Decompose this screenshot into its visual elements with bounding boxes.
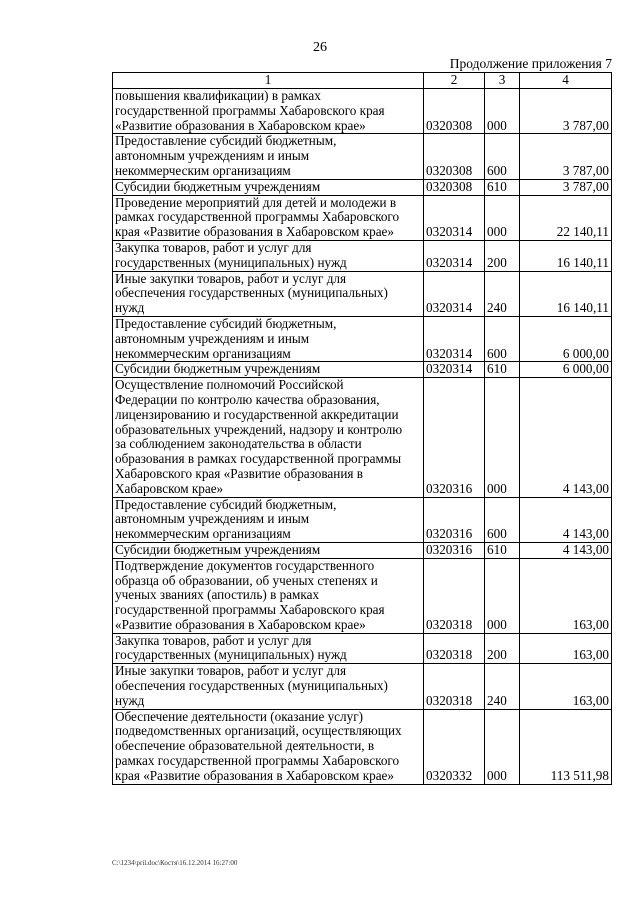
description-line: государственной программы Хабаровского края xyxy=(115,102,385,118)
row-expense-kind: 200 xyxy=(485,633,520,664)
description-line: Предоставление субсидий бюджетным, xyxy=(115,133,337,149)
row-amount: 16 140,11 xyxy=(520,240,612,271)
row-target-code: 0320308 xyxy=(424,89,485,134)
table-row xyxy=(113,316,612,361)
row-expense-kind: 600 xyxy=(485,134,520,179)
table-row xyxy=(113,195,612,240)
row-amount: 16 140,11 xyxy=(520,271,612,316)
table-row xyxy=(113,89,612,134)
description-line: ученых званиях (апостиль) в рамках xyxy=(115,587,320,603)
row-target-code: 0320332 xyxy=(424,709,485,784)
row-description xyxy=(113,362,424,378)
row-description xyxy=(113,271,424,316)
row-description xyxy=(113,497,424,542)
description-line: Закупка товаров, работ и услуг для xyxy=(115,239,312,255)
table-row xyxy=(113,271,612,316)
description-line: некоммерческим организациям xyxy=(115,345,291,361)
row-expense-kind: 000 xyxy=(485,89,520,134)
description-line: Проведение мероприятий для детей и молодежи в xyxy=(115,194,397,210)
table-row xyxy=(113,709,612,784)
row-amount: 4 143,00 xyxy=(520,378,612,497)
row-description xyxy=(113,316,424,361)
row-amount: 163,00 xyxy=(520,558,612,633)
row-target-code: 0320314 xyxy=(424,362,485,378)
row-expense-kind: 610 xyxy=(485,362,520,378)
description-line: Субсидии бюджетным учреждениям xyxy=(115,361,321,377)
row-amount: 4 143,00 xyxy=(520,542,612,558)
row-description xyxy=(113,89,424,134)
row-expense-kind: 000 xyxy=(485,709,520,784)
description-line: государственных (муниципальных) нужд xyxy=(115,254,347,270)
header-col-2: 2 xyxy=(424,73,485,89)
description-line: Субсидии бюджетным учреждениям xyxy=(115,178,321,194)
table-header-row xyxy=(113,73,612,89)
description-line: за соблюдением законодательства в области xyxy=(115,436,362,452)
description-line: Подтверждение документов государственного xyxy=(115,557,375,573)
row-amount: 3 787,00 xyxy=(520,179,612,195)
row-amount: 4 143,00 xyxy=(520,497,612,542)
description-line: обеспечения государственных (муниципальных) xyxy=(115,678,388,694)
row-expense-kind: 610 xyxy=(485,542,520,558)
row-expense-kind: 200 xyxy=(485,240,520,271)
row-target-code: 0320314 xyxy=(424,271,485,316)
row-expense-kind: 240 xyxy=(485,271,520,316)
description-line: обеспечение образовательной деятельности, в xyxy=(115,738,375,754)
description-line: нужд xyxy=(115,692,145,708)
row-amount: 22 140,11 xyxy=(520,195,612,240)
description-line: лицензированию и государственной аккредитации xyxy=(115,406,399,422)
table-row xyxy=(113,497,612,542)
table-row xyxy=(113,633,612,664)
row-amount: 113 511,98 xyxy=(520,709,612,784)
table-row xyxy=(113,134,612,179)
table-row xyxy=(113,378,612,497)
row-target-code: 0320318 xyxy=(424,633,485,664)
description-line: Предоставление субсидий бюджетным, xyxy=(115,315,337,331)
budget-table xyxy=(112,72,612,785)
row-target-code: 0320314 xyxy=(424,240,485,271)
row-description xyxy=(113,633,424,664)
table-row xyxy=(113,558,612,633)
row-description xyxy=(113,542,424,558)
description-line: Хабаровском крае» xyxy=(115,480,224,496)
description-line: рамках государственной программы Хабаровского xyxy=(115,209,400,225)
row-description xyxy=(113,378,424,497)
description-line: Осуществление полномочий Российской xyxy=(115,377,344,393)
description-line: Предоставление субсидий бюджетным, xyxy=(115,496,337,512)
table-row xyxy=(113,179,612,195)
row-description xyxy=(113,664,424,709)
row-target-code: 0320308 xyxy=(424,134,485,179)
description-line: Обеспечение деятельности (оказание услуг) xyxy=(115,708,364,724)
row-expense-kind: 000 xyxy=(485,378,520,497)
row-description xyxy=(113,195,424,240)
row-target-code: 0320314 xyxy=(424,195,485,240)
row-expense-kind: 600 xyxy=(485,497,520,542)
row-target-code: 0320314 xyxy=(424,316,485,361)
row-description xyxy=(113,558,424,633)
row-expense-kind: 000 xyxy=(485,195,520,240)
description-line: образования в рамках государственной программы xyxy=(115,451,402,467)
row-amount: 3 787,00 xyxy=(520,134,612,179)
header-col-4: 4 xyxy=(520,73,612,89)
row-amount: 163,00 xyxy=(520,633,612,664)
description-line: Федерации по контролю качества образования, xyxy=(115,391,380,407)
header-col-3: 3 xyxy=(485,73,520,89)
row-description xyxy=(113,134,424,179)
row-target-code: 0320308 xyxy=(424,179,485,195)
description-line: края «Развитие образования в Хабаровском крае» xyxy=(115,767,394,783)
description-line: Закупка товаров, работ и услуг для xyxy=(115,632,312,648)
description-line: автономным учреждениям и иным xyxy=(115,511,310,527)
description-line: образовательных учреждений, надзору и контролю xyxy=(115,421,403,437)
description-line: Субсидии бюджетным учреждениям xyxy=(115,541,321,557)
row-target-code: 0320316 xyxy=(424,542,485,558)
description-line: рамках государственной программы Хабаровского xyxy=(115,753,400,769)
description-line: подведомственных организаций, осуществляющих xyxy=(115,723,402,739)
table-row xyxy=(113,542,612,558)
row-expense-kind: 240 xyxy=(485,664,520,709)
row-amount: 6 000,00 xyxy=(520,316,612,361)
description-line: автономным учреждениям и иным xyxy=(115,148,310,164)
description-line: автономным учреждениям и иным xyxy=(115,330,310,346)
row-amount: 6 000,00 xyxy=(520,362,612,378)
row-expense-kind: 600 xyxy=(485,316,520,361)
row-description xyxy=(113,179,424,195)
row-amount: 3 787,00 xyxy=(520,89,612,134)
row-amount: 163,00 xyxy=(520,664,612,709)
continuation-label: Продолжение приложения 7 xyxy=(449,56,612,71)
row-description xyxy=(113,240,424,271)
description-line: образца об образовании, об ученых степенях и xyxy=(115,572,378,588)
row-target-code: 0320318 xyxy=(424,558,485,633)
row-target-code: 0320316 xyxy=(424,378,485,497)
description-line: некоммерческим организациям xyxy=(115,526,291,542)
header-col-1: 1 xyxy=(113,73,424,89)
description-line: Иные закупки товаров, работ и услуг для xyxy=(115,663,347,679)
row-expense-kind: 610 xyxy=(485,179,520,195)
table-row xyxy=(113,240,612,271)
description-line: Хабаровского края «Развитие образования в xyxy=(115,465,363,481)
file-path-footer: C:\1234\pril.doc\Костя\16.12.2014 16:27:00 xyxy=(112,859,238,867)
description-line: государственных (муниципальных) нужд xyxy=(115,647,347,663)
description-line: Иные закупки товаров, работ и услуг для xyxy=(115,270,347,286)
row-target-code: 0320318 xyxy=(424,664,485,709)
description-line: повышения квалификации) в рамках xyxy=(115,88,321,103)
description-line: края «Развитие образования в Хабаровском крае» xyxy=(115,224,394,240)
table-row xyxy=(113,664,612,709)
page-number: 26 xyxy=(313,40,327,55)
description-line: государственной программы Хабаровского края xyxy=(115,602,385,618)
description-line: некоммерческим организациям xyxy=(115,162,291,178)
row-expense-kind: 000 xyxy=(485,558,520,633)
description-line: «Развитие образования в Хабаровском крае» xyxy=(115,117,366,133)
row-target-code: 0320316 xyxy=(424,497,485,542)
table-body xyxy=(113,89,612,785)
description-line: нужд xyxy=(115,300,145,316)
description-line: обеспечения государственных (муниципальных) xyxy=(115,285,388,301)
description-line: «Развитие образования в Хабаровском крае» xyxy=(115,616,366,632)
row-description xyxy=(113,709,424,784)
table-row xyxy=(113,362,612,378)
